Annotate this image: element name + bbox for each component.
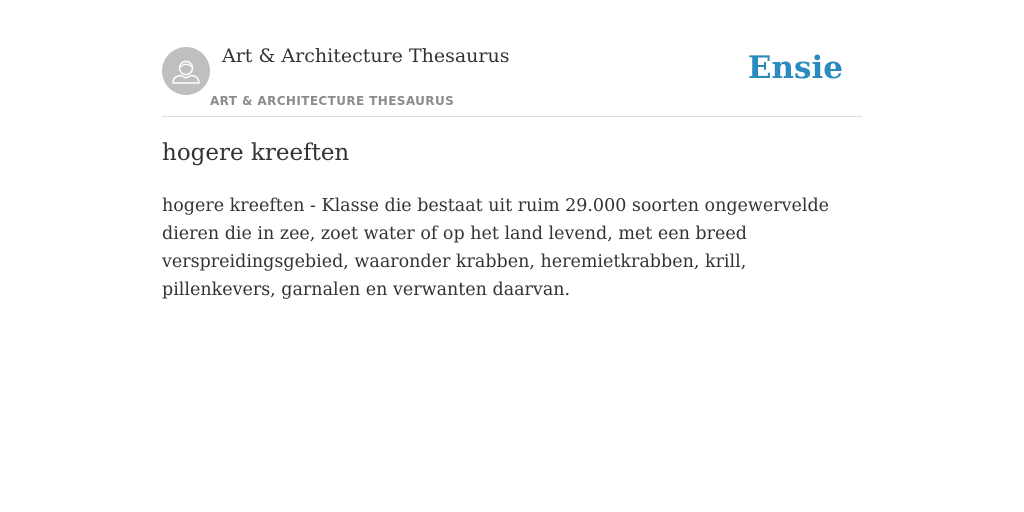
entry-description: hogere kreeften - Klasse die bestaat uit ruim 29.000 soorten ongewervelde dieren die in zee, zoet water of op het land levend, met een breed verspreidingsgebied, waaronder krabben, heremietkrabben, krill, pillenkevers, garnalen en verwanten daarvan. bbox=[162, 196, 829, 300]
ensie-logo[interactable]: Ensie bbox=[747, 50, 843, 86]
user-icon[interactable] bbox=[162, 47, 210, 95]
source-subtitle: ART & ARCHITECTURE THESAURUS bbox=[210, 94, 455, 108]
entry-title: hogere kreeften bbox=[162, 140, 350, 166]
page-content bbox=[162, 0, 862, 300]
page-header bbox=[162, 0, 862, 117]
source-name-link[interactable]: Art & Architecture Thesaurus bbox=[222, 45, 510, 67]
